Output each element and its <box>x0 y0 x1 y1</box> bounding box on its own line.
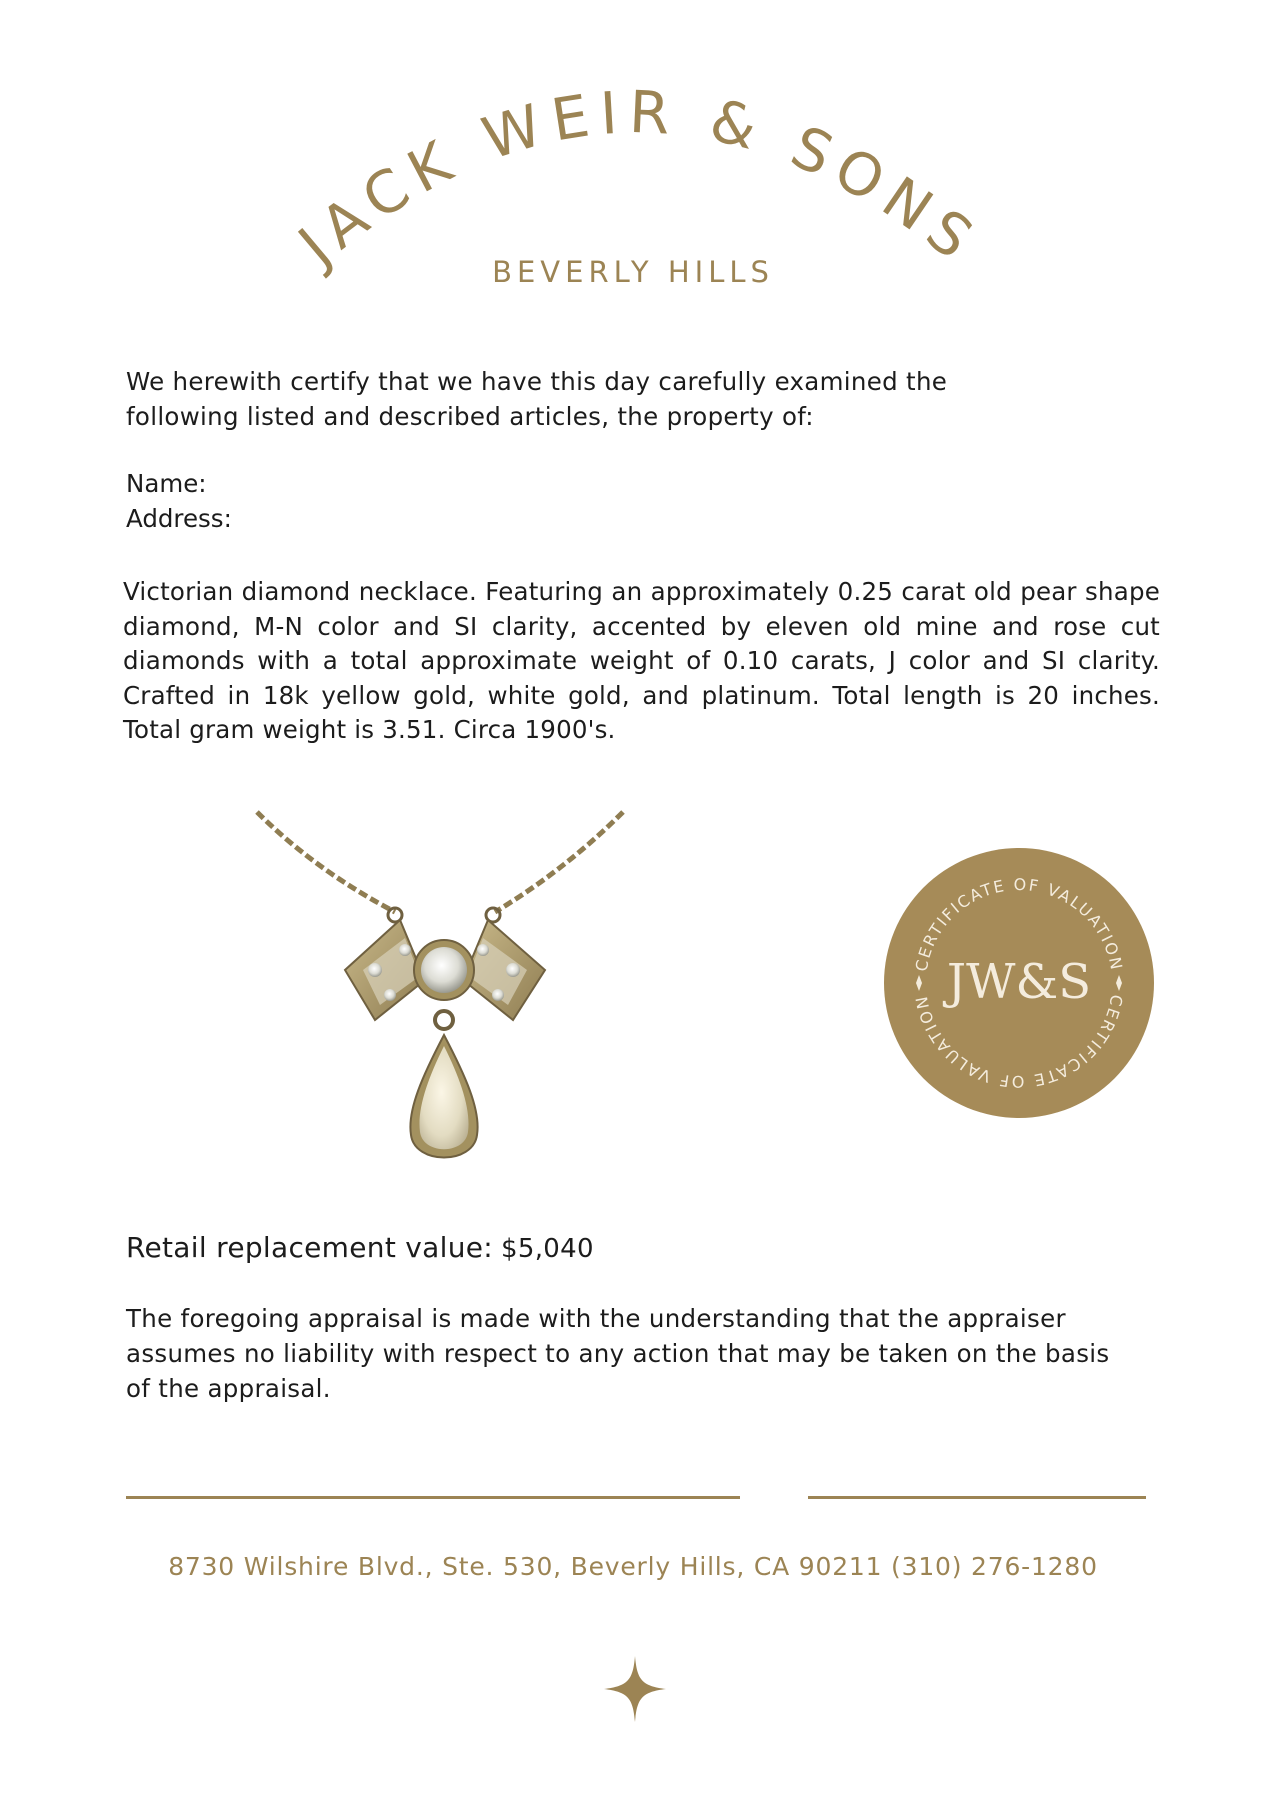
brand-location: BEVERLY HILLS <box>492 255 774 289</box>
retail-value <box>126 1230 594 1267</box>
address-label: Address: <box>126 504 232 533</box>
seal-monogram: JW&S <box>946 954 1092 1010</box>
disclaimer-paragraph: The foregoing appraisal is made with the understanding that the appraiser assumes no liability with respect to any action that may be taken on the basis of the appraisal. <box>126 1304 1110 1403</box>
seal-ring-text-bottom: CERTIFICATE OF VALUATION <box>911 993 1127 1092</box>
intro-paragraph: We herewith certify that we have this day carefully examined the following listed and described articles, the property of: <box>126 367 948 431</box>
footer-address: 8730 Wilshire Blvd., Ste. 530, Beverly Hills, CA 90211 (310) 276-1280 <box>168 1552 1098 1581</box>
brand-header <box>0 60 1266 320</box>
name-label: Name: <box>126 469 207 498</box>
necklace-photo <box>255 810 625 1200</box>
date-line <box>808 1496 1146 1499</box>
brand-name: JACK WEIR & SONS <box>286 77 993 279</box>
valuation-seal <box>884 848 1154 1118</box>
item-description: Victorian diamond necklace. Featuring an approximately 0.25 carat old pear shape diamond, M-N color and SI clarity, accented by eleven old mine and rose cut diamonds with a total approximate weight of 0.10 carats, J color and SI clarity. Crafted in 18k yellow gold, white gold, and platinum. Total length is 20 inches. Total gram weight is 3.51. Circa 1900's. <box>123 577 1160 744</box>
seal-ring-text-top: CERTIFICATE OF VALUATION <box>911 874 1127 973</box>
four-point-star-icon <box>604 1656 666 1722</box>
owner-block <box>126 466 232 536</box>
signature-line <box>126 1496 740 1499</box>
retail-value-label: Retail replacement value: <box>126 1231 494 1264</box>
retail-value-amount: $5,040 <box>501 1234 594 1264</box>
